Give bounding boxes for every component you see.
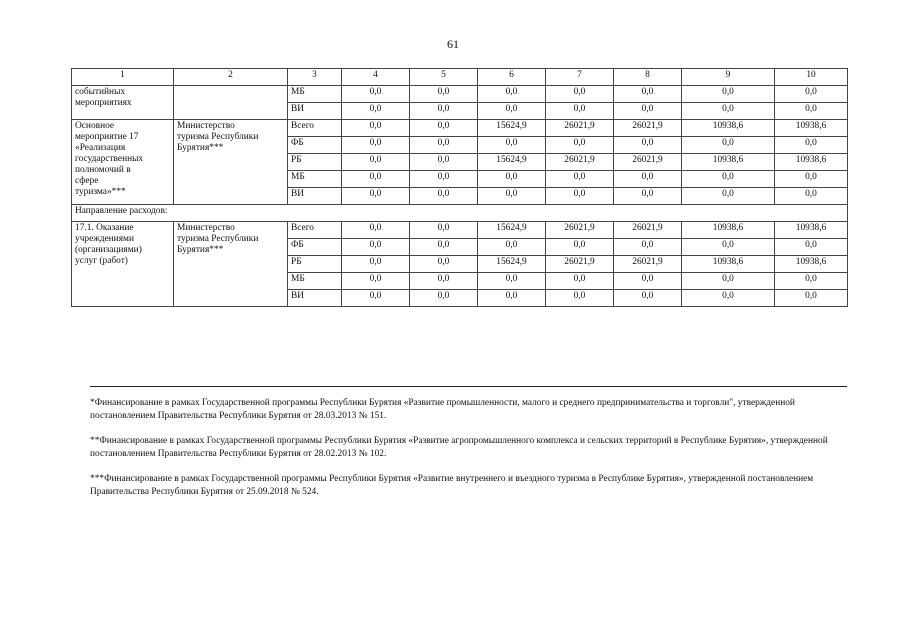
value-cell: 0,0 <box>775 273 848 290</box>
value-cell: 0,0 <box>410 154 478 171</box>
value-cell: 0,0 <box>614 171 682 188</box>
value-cell: 0,0 <box>546 103 614 120</box>
column-header: 8 <box>614 69 682 86</box>
funding-source-cell: РБ <box>288 154 342 171</box>
table-body <box>72 69 848 307</box>
page-number: 61 <box>447 37 459 51</box>
value-cell: 26021,9 <box>614 256 682 273</box>
value-cell: 0,0 <box>478 137 546 154</box>
value-cell: 26021,9 <box>546 154 614 171</box>
value-cell: 0,0 <box>682 239 775 256</box>
column-header: 10 <box>775 69 848 86</box>
value-cell: 0,0 <box>342 171 410 188</box>
funding-source-cell: РБ <box>288 256 342 273</box>
value-cell: 0,0 <box>546 171 614 188</box>
value-cell: 0,0 <box>478 171 546 188</box>
value-cell: 0,0 <box>410 137 478 154</box>
funding-source-cell: ФБ <box>288 239 342 256</box>
value-cell: 0,0 <box>410 86 478 103</box>
footnote-1: *Финансирование в рамках Государственной программы Республики Бурятия «Развитие промышленности, малого и среднего предпринимательства и торговли", утвержденной постановлением Правительства Республики Бурятия от 28.03.2013 № 151. <box>90 398 795 421</box>
value-cell: 0,0 <box>478 239 546 256</box>
executor-cell <box>174 86 288 120</box>
value-cell: 0,0 <box>342 86 410 103</box>
value-cell: 0,0 <box>775 171 848 188</box>
value-cell: 0,0 <box>775 137 848 154</box>
column-header: 2 <box>174 69 288 86</box>
value-cell: 0,0 <box>478 290 546 307</box>
value-cell: 0,0 <box>682 103 775 120</box>
value-cell: 10938,6 <box>682 222 775 239</box>
value-cell: 10938,6 <box>775 256 848 273</box>
measure-name-cell: Основное мероприятие 17 «Реализация государственных полномочий в сфере туризма»*** <box>72 120 174 205</box>
value-cell: 15624,9 <box>478 154 546 171</box>
funding-source-cell: ВИ <box>288 103 342 120</box>
value-cell: 0,0 <box>614 290 682 307</box>
funding-source-cell: МБ <box>288 273 342 290</box>
value-cell: 0,0 <box>682 171 775 188</box>
value-cell: 10938,6 <box>682 120 775 137</box>
column-header: 6 <box>478 69 546 86</box>
value-cell: 0,0 <box>410 256 478 273</box>
value-cell: 0,0 <box>478 273 546 290</box>
value-cell: 0,0 <box>614 137 682 154</box>
footnote-3: ***Финансирование в рамках Государственной программы Республики Бурятия «Развитие внутреннего и въездного туризма в Республике Бурятия», утвержденной постановлением Правительства Республики Бурятия от 25.09.2018 № 524. <box>90 474 814 497</box>
value-cell: 10938,6 <box>775 222 848 239</box>
value-cell: 0,0 <box>342 256 410 273</box>
value-cell: 0,0 <box>682 188 775 205</box>
value-cell: 26021,9 <box>614 120 682 137</box>
column-header: 7 <box>546 69 614 86</box>
column-header: 1 <box>72 69 174 86</box>
budget-table <box>71 68 848 307</box>
value-cell: 0,0 <box>478 103 546 120</box>
value-cell: 0,0 <box>614 239 682 256</box>
funding-source-cell: МБ <box>288 171 342 188</box>
value-cell: 10938,6 <box>682 256 775 273</box>
value-cell: 0,0 <box>342 290 410 307</box>
value-cell: 15624,9 <box>478 120 546 137</box>
value-cell: 0,0 <box>682 273 775 290</box>
value-cell: 0,0 <box>775 290 848 307</box>
value-cell: 0,0 <box>342 273 410 290</box>
column-header: 5 <box>410 69 478 86</box>
value-cell: 0,0 <box>478 188 546 205</box>
value-cell: 0,0 <box>342 137 410 154</box>
value-cell: 26021,9 <box>546 256 614 273</box>
value-cell: 0,0 <box>410 290 478 307</box>
value-cell: 0,0 <box>775 239 848 256</box>
value-cell: 0,0 <box>775 86 848 103</box>
value-cell: 0,0 <box>546 273 614 290</box>
value-cell: 0,0 <box>342 222 410 239</box>
value-cell: 26021,9 <box>546 120 614 137</box>
value-cell: 0,0 <box>614 103 682 120</box>
executor-cell: Министерство туризма Республики Бурятия*** <box>174 120 288 205</box>
value-cell: 0,0 <box>342 239 410 256</box>
value-cell: 10938,6 <box>775 120 848 137</box>
value-cell: 0,0 <box>614 188 682 205</box>
value-cell: 0,0 <box>410 103 478 120</box>
footnote-2: **Финансирование в рамках Государственной программы Республики Бурятия «Развитие агропромышленного комплекса и сельских территорий в Республике Бурятия», утвержденной постановлением Правительства Республики Бурятия от 28.02.2013 № 102. <box>90 436 828 459</box>
value-cell: 0,0 <box>546 188 614 205</box>
value-cell: 26021,9 <box>614 154 682 171</box>
value-cell: 10938,6 <box>682 154 775 171</box>
value-cell: 15624,9 <box>478 222 546 239</box>
table-row <box>72 222 848 239</box>
value-cell: 0,0 <box>342 120 410 137</box>
value-cell: 0,0 <box>410 273 478 290</box>
value-cell: 0,0 <box>410 171 478 188</box>
footnote-divider <box>90 386 847 387</box>
executor-cell: Министерство туризма Республики Бурятия*** <box>174 222 288 307</box>
value-cell: 0,0 <box>682 86 775 103</box>
value-cell: 0,0 <box>614 273 682 290</box>
column-header: 4 <box>342 69 410 86</box>
funding-source-cell: ФБ <box>288 137 342 154</box>
funding-source-cell: ВИ <box>288 188 342 205</box>
value-cell: 0,0 <box>682 290 775 307</box>
value-cell: 0,0 <box>775 103 848 120</box>
table-row <box>72 120 848 137</box>
column-header: 9 <box>682 69 775 86</box>
value-cell: 0,0 <box>775 188 848 205</box>
measure-name-cell: 17.1. Оказание учреждениями (организациями) услуг (работ) <box>72 222 174 307</box>
measure-name-cell: событийных мероприятиях <box>72 86 174 120</box>
table-row <box>72 86 848 103</box>
section-row <box>72 205 848 222</box>
value-cell: 0,0 <box>410 222 478 239</box>
value-cell: 0,0 <box>546 239 614 256</box>
value-cell: 0,0 <box>342 188 410 205</box>
header-row <box>72 69 848 86</box>
value-cell: 0,0 <box>410 239 478 256</box>
value-cell: 0,0 <box>546 137 614 154</box>
value-cell: 0,0 <box>546 290 614 307</box>
value-cell: 0,0 <box>410 120 478 137</box>
funding-source-cell: ВИ <box>288 290 342 307</box>
value-cell: 0,0 <box>614 86 682 103</box>
value-cell: 0,0 <box>342 103 410 120</box>
value-cell: 26021,9 <box>614 222 682 239</box>
funding-source-cell: Всего <box>288 222 342 239</box>
section-label: Направление расходов: <box>72 205 848 222</box>
value-cell: 0,0 <box>342 154 410 171</box>
value-cell: 15624,9 <box>478 256 546 273</box>
value-cell: 10938,6 <box>775 154 848 171</box>
value-cell: 26021,9 <box>546 222 614 239</box>
value-cell: 0,0 <box>478 86 546 103</box>
funding-source-cell: МБ <box>288 86 342 103</box>
value-cell: 0,0 <box>410 188 478 205</box>
value-cell: 0,0 <box>546 86 614 103</box>
value-cell: 0,0 <box>682 137 775 154</box>
column-header: 3 <box>288 69 342 86</box>
funding-source-cell: Всего <box>288 120 342 137</box>
